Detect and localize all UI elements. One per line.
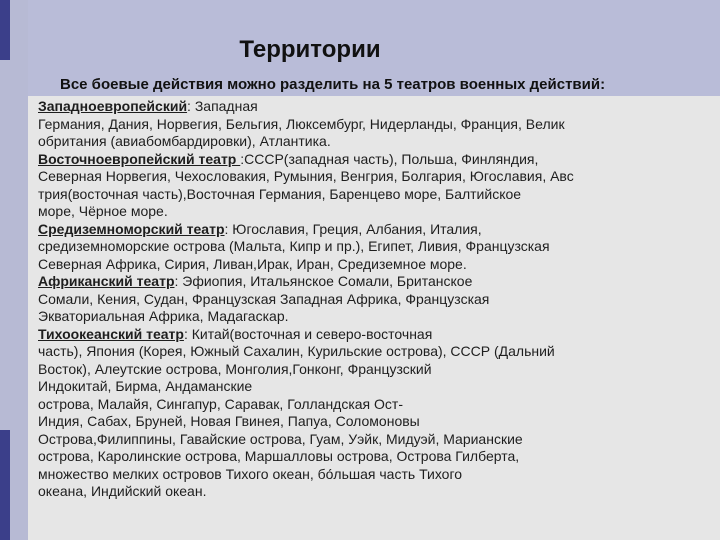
theater-line: Северная Норвегия, Чехословакия, Румыния, Венгрия, Болгария, Югославия, Авс bbox=[38, 168, 574, 184]
theater-line: Восток), Алеутские острова, Монголия,Гонконг, Французский bbox=[38, 360, 432, 377]
theater-line: Экваториальная Африка, Мадагаскар. bbox=[38, 308, 289, 324]
theater-line bbox=[38, 98, 708, 116]
theater-line: море, Чёрное море. bbox=[38, 203, 168, 219]
theater-text: : Эфиопия, Итальянское Сомали, Британское bbox=[174, 273, 473, 289]
theater-text: : Западная bbox=[187, 98, 258, 114]
theater-line: Германия, Дания, Норвегия, Бельгия, Люксембург, Нидерланды, Франция, Велик bbox=[38, 115, 565, 132]
theater-line: средиземноморские острова (Мальта, Кипр и пр.), Египет, Ливия, Французская bbox=[38, 238, 550, 254]
intro-text: Все боевые действия можно разделить на 5 театров военных действий: bbox=[60, 76, 606, 93]
theater-name: Африканский театр bbox=[38, 273, 175, 289]
theater-line bbox=[38, 326, 708, 344]
theater-name: Средиземноморский театр bbox=[38, 220, 225, 237]
theater-line: океана, Индийский океан. bbox=[38, 483, 207, 499]
theater-line: Сомали, Кения, Судан, Французская Западная Африка, Французская bbox=[38, 290, 490, 307]
theater-line: острова, Каролинские острова, Маршалловы острова, Острова Гилберта, bbox=[38, 448, 520, 464]
theater-line: Северная Африка, Сирия, Ливан,Ирак, Иран, Средиземное море. bbox=[38, 255, 467, 272]
theater-line: множество мелких островов Тихого океан, бо́льшая часть Тихого bbox=[38, 465, 463, 482]
theater-text: :СССР(западная часть), Польша, Финляндия, bbox=[240, 150, 539, 167]
theater-name: Западноевропейский bbox=[38, 98, 188, 114]
theater-line: часть), Япония (Корея, Южный Сахалин, Курильские острова), СССР (Дальний bbox=[38, 343, 555, 359]
theater-line: обритания (авиабомбардировки), Атлантика. bbox=[38, 133, 331, 149]
theater-line bbox=[38, 221, 708, 239]
slide-title: Территории bbox=[239, 36, 381, 63]
theater-name: Восточноевропейский театр bbox=[38, 150, 241, 167]
theater-line: Индокитай, Бирма, Андаманские bbox=[38, 378, 253, 394]
theater-line: Индия, Сабах, Бруней, Новая Гвинея, Папуа, Соломоновы bbox=[38, 413, 420, 429]
theater-line bbox=[38, 151, 708, 169]
theater-text: : Югославия, Греция, Албания, Италия, bbox=[224, 220, 482, 237]
theater-line: Острова,Филиппины, Гавайские острова, Гуам, Уэйк, Мидуэй, Марианские bbox=[38, 430, 523, 447]
theater-name: Тихоокеанский театр bbox=[38, 325, 184, 342]
theater-line: трия(восточная часть),Восточная Германия, Баренцево море, Балтийское bbox=[38, 185, 522, 202]
accent-bar-bottom bbox=[0, 430, 10, 540]
theater-line bbox=[38, 273, 708, 291]
theater-text: : Китай(восточная и северо-восточная bbox=[183, 325, 433, 342]
theaters-list bbox=[38, 98, 708, 501]
theater-line: острова, Малайя, Сингапур, Саравак, Голландская Ост- bbox=[38, 395, 403, 412]
